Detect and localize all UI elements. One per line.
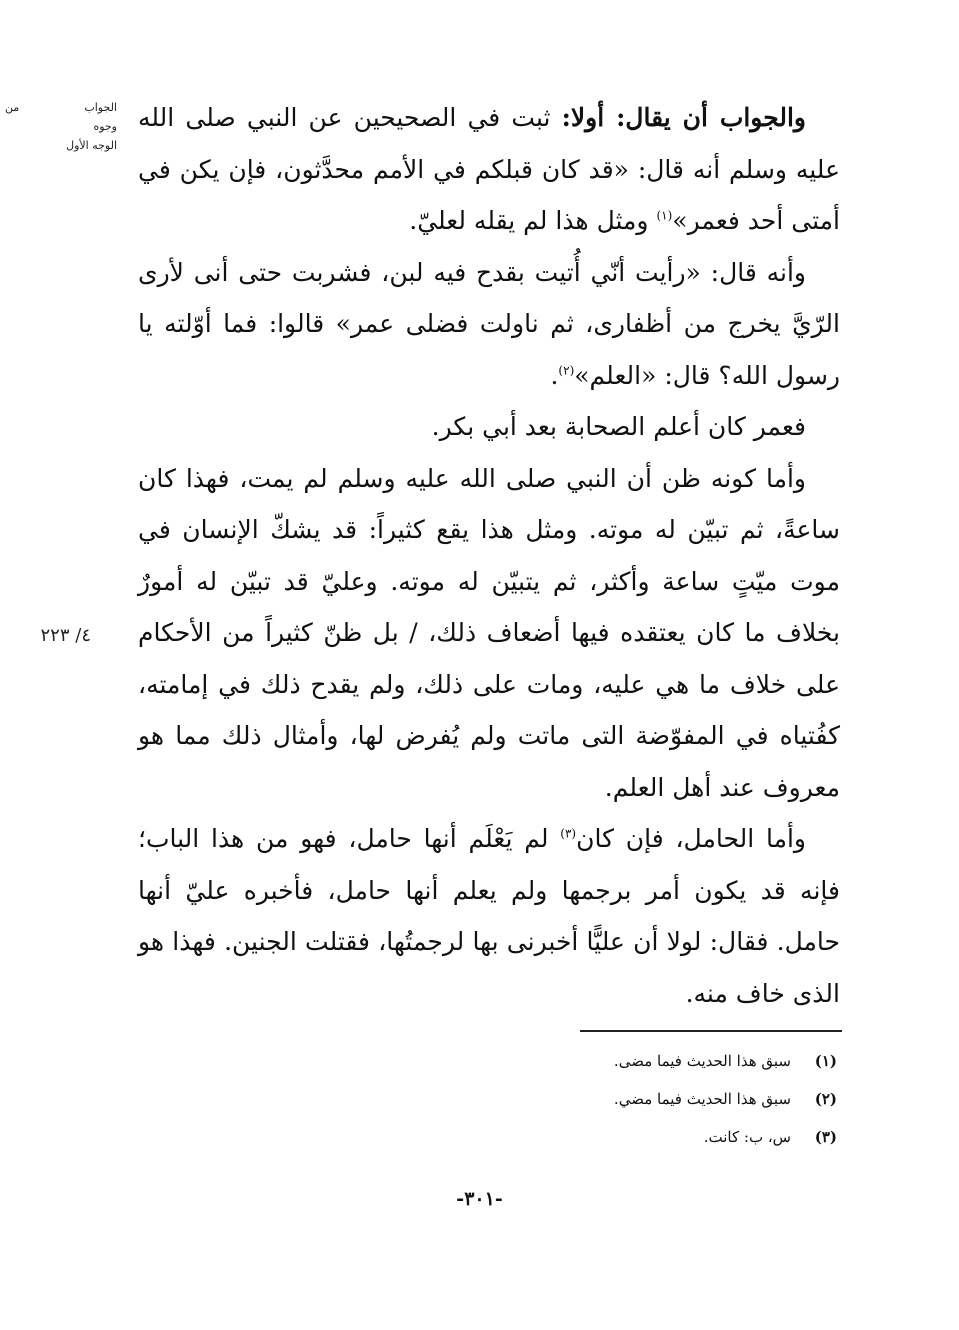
footnote-divider <box>580 1030 842 1032</box>
margin-topic-from: من <box>5 101 20 114</box>
margin-topic-row <box>5 98 117 117</box>
footnote-number: (٢) <box>814 1090 837 1108</box>
margin-topic-answer: الجواب <box>84 101 117 114</box>
footnote-text: س، ب: كانت. <box>703 1128 791 1146</box>
answer-heading: والجواب أن يقال: أولا: <box>561 103 806 132</box>
footnote-item <box>614 1118 837 1156</box>
page-number: -٣٠١- <box>456 1188 503 1210</box>
paragraph-2-text-b: . <box>550 360 559 390</box>
paragraph-4: وأما كونه ظن أن النبي صلى الله عليه وسلم لم يمت، فهذا كان ساعةً، ثم تبيّن له موته. ومثل هذا يقع كثيراً: قد يشكّ الإنسان في موت ميّتٍ ساعة وأكثر، ثم يتبيّن له موته. وعليّ قد تبيّن له أمورٌ بخلاف ما كان يعتقده فيها أضعاف ذلك، / بل ظنّ كثيراً من الأحكام على خلاف ما هي عليه، ومات على ذلك، ولم يقدح ذلك في إمامته، كفُتياه في المفوّضة التى ماتت ولم يُفرض لها، وأمثال ذلك مما هو معروف عند أهل العلم. <box>138 463 840 802</box>
margin-topic-note <box>5 98 117 155</box>
paragraph-2 <box>138 247 840 402</box>
paragraph-1-text-b: ومثل هذا لم يقله لعليّ. <box>409 206 657 235</box>
footnotes-section <box>614 1042 837 1156</box>
footnote-ref-2[interactable]: (٢) <box>558 363 575 378</box>
paragraph-5 <box>138 813 840 1019</box>
paragraph-1 <box>138 92 840 247</box>
paragraph-2-text-a: وأنه قال: «رأيت أنّي أُتيت بقدح فيه لبن، فشربت حتى أنى لأرى الرّيَّ يخرج من أظفارى، ثم ناولت فضلى عمر» قالوا: فما أوّلته يا رسول الله؟ قال: «العلم» <box>138 257 840 390</box>
footnote-item <box>614 1080 837 1118</box>
main-text <box>138 92 840 1019</box>
footnote-number: (١) <box>814 1052 837 1070</box>
paragraph-3: فعمر كان أعلم الصحابة بعد أبي بكر. <box>431 412 806 441</box>
footnote-ref-1[interactable]: (١) <box>656 208 673 223</box>
paragraph-1-text-a: ثبت في الصحيحين عن النبي صلى الله عليه وسلم أنه قال: «قد كان قبلكم في الأمم محدَّثون، فإن يكن في أمتى أحد فعمر» <box>138 103 840 235</box>
footnote-item <box>614 1042 837 1080</box>
margin-topic-aspects: وجوه <box>93 120 117 133</box>
paragraph-5-text-a: وأما الحامل، فإن كان <box>576 824 806 853</box>
footnote-text: سبق هذا الحديث فيما مضى. <box>613 1052 791 1070</box>
margin-page-reference: ٤/ ٢٢٣ <box>40 625 91 646</box>
footnote-number: (٣) <box>814 1128 837 1146</box>
footnote-ref-3[interactable]: (٣) <box>560 826 577 841</box>
paragraph-5-text-b: لم يَعْلَم أنها حامل، فهو من هذا الباب؛ فإنه قد يكون أمر برجمها ولم يعلم أنها حامل، فأخبره عليّ أنها حامل. فقال: لولا أن عليًّا أخبرنى بها لرجمتُها، فقتلت الجنين. فهذا هو الذى خاف منه. <box>138 824 840 1008</box>
footnote-text: سبق هذا الحديث فيما مضي. <box>613 1090 791 1108</box>
margin-topic-first-aspect: الوجه الأول <box>66 139 117 152</box>
